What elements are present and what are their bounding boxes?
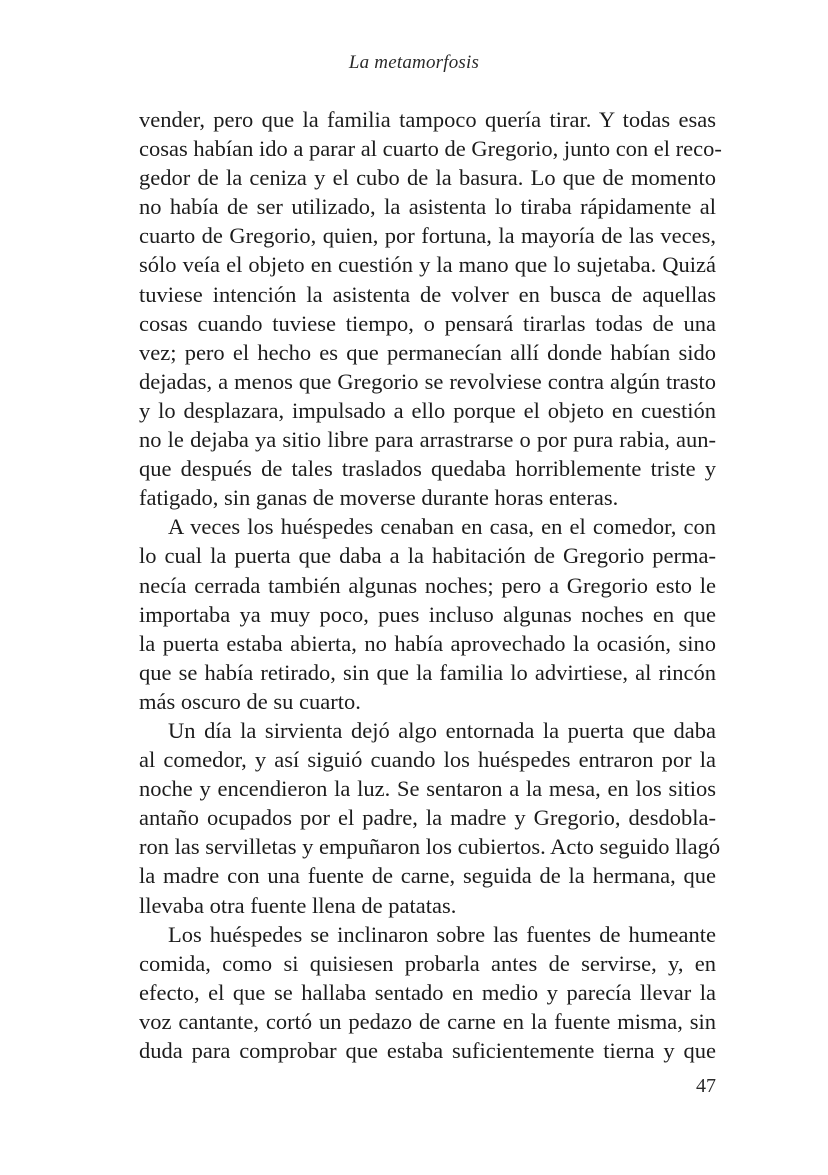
text-line: importaba ya muy poco, pues incluso algunas noches en que [139,601,716,627]
text-line: la puerta estaba abierta, no había aprovechado la ocasión, sino [139,630,716,656]
text-line: la madre con una fuente de carne, seguida de la hermana, que [139,863,716,889]
text-line: Los huéspedes se inclinaron sobre las fuentes de humeante [168,921,716,947]
text-line: gedor de la ceniza y el cubo de la basura. Lo que de momento [139,165,716,191]
running-title: La metamorfosis [348,52,480,73]
text-line: noche y encendieron la luz. Se sentaron a la mesa, en los sitios [139,776,716,802]
text-line: no había de ser utilizado, la asistenta lo tiraba rápidamente al [139,194,716,220]
text-line: cuarto de Gregorio, quien, por fortuna, la mayoría de las veces, [139,223,716,249]
text-line: vez; pero el hecho es que permanecían allí donde habían sido [139,339,716,365]
text-line: comida, como si quisiesen probarla antes de servirse, y, en [139,950,716,976]
text-line: y lo desplazara, impulsado a ello porque el objeto en cuestión [139,397,716,423]
text-line: Un día la sirvienta dejó algo entornada la puerta que daba [168,717,716,743]
text-line: que después de tales traslados quedaba horriblemente triste y [139,456,716,482]
body-text [139,105,722,1065]
text-line: no le dejaba ya sitio libre para arrastrarse o por pura rabia, aun- [139,427,716,453]
text-line: necía cerrada también algunas noches; pero a Gregorio esto le [139,572,716,598]
text-line: llevaba otra fuente llena de patatas. [139,892,457,918]
text-line: A veces los huéspedes cenaban en casa, en el comedor, con [168,514,716,540]
text-line: efecto, el que se hallaba sentado en medio y parecía llevar la [139,979,716,1005]
text-line: sólo veía el objeto en cuestión y la mano que lo sujetaba. Quizá [139,252,716,278]
text-line: cosas habían ido a parar al cuarto de Gregorio, junto con el reco- [139,136,722,162]
text-line: voz cantante, cortó un pedazo de carne en la fuente misma, sin [139,1008,716,1034]
text-line: tuviese intención la asistenta de volver en busca de aquellas [139,281,716,307]
text-line: al comedor, y así siguió cuando los huéspedes entraron por la [139,747,716,773]
page-number: 47 [696,1075,716,1097]
text-line: cosas cuando tuviese tiempo, o pensará tirarlas todas de una [139,310,716,336]
text-line: antaño ocupados por el padre, la madre y Gregorio, desdobla- [139,805,716,831]
text-line: más oscuro de su cuarto. [139,688,361,714]
text-line: fatigado, sin ganas de moverse durante horas enteras. [139,485,619,511]
text-line: ron las servilletas y empuñaron los cubiertos. Acto seguido llagó [139,834,721,860]
text-line: lo cual la puerta que daba a la habitación de Gregorio perma- [139,543,716,569]
text-line: vender, pero que la familia tampoco quería tirar. Y todas esas [139,107,716,132]
text-line: que se había retirado, sin que la familia lo advirtiese, al rincón [139,659,716,685]
text-line: dejadas, a menos que Gregorio se revolviese contra algún trasto [139,368,716,394]
text-line: duda para comprobar que estaba suficientemente tierna y que [139,1038,716,1063]
